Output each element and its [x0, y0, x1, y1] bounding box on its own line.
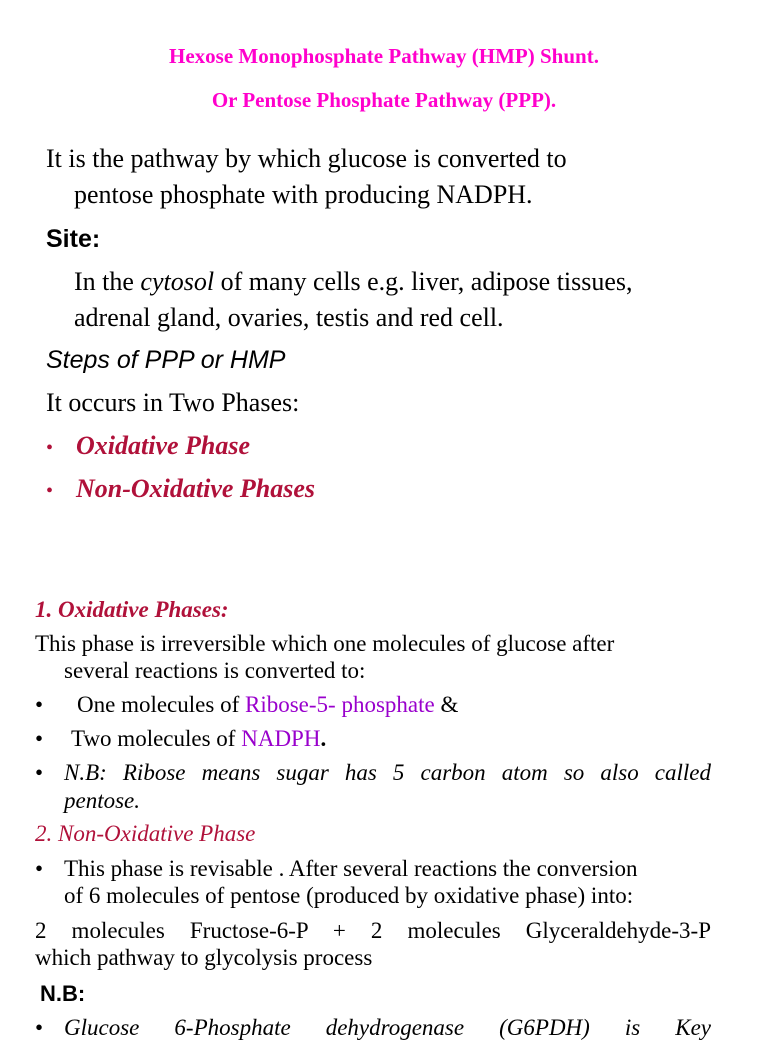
- phase-label: Non-Oxidative Phases: [76, 474, 316, 503]
- result-line-1: 2 molecules Fructose-6-P + 2 molecules Glyceraldehyde-3-P: [35, 918, 711, 943]
- item-2-post: .: [320, 726, 327, 751]
- intro-line-2: pentose phosphate with producing NADPH.: [74, 180, 533, 209]
- steps-heading: Steps of PPP or HMP: [46, 346, 286, 374]
- phase-label: Oxidative Phase: [76, 431, 251, 460]
- last-line: [35, 1014, 711, 1042]
- oxidative-para-line-2: several reactions is converted to:: [64, 658, 366, 683]
- bullet-icon: •: [46, 480, 54, 502]
- bullet-icon: •: [35, 1015, 44, 1040]
- non-oxidative-bullet-line-1: [35, 855, 638, 883]
- oxidative-item-2: [35, 725, 326, 753]
- bullet-text: This phase is revisable . After several reactions the conversion: [64, 856, 638, 881]
- oxidative-para-line-1: This phase is irreversible which one molecules of glucose after: [35, 631, 615, 656]
- nb-heading: N.B:: [40, 981, 86, 1006]
- bullet-icon: •: [35, 692, 44, 717]
- oxidative-nb-line-1: [35, 759, 711, 787]
- oxidative-heading: 1. Oxidative Phases:: [35, 597, 229, 622]
- site-heading: Site:: [46, 225, 101, 253]
- bullet-icon: •: [35, 760, 44, 785]
- site-cytosol: cytosol: [140, 267, 215, 296]
- title-line-2: Or Pentose Phosphate Pathway (PPP).: [211, 88, 557, 112]
- bullet-icon: •: [35, 726, 44, 751]
- bullet-icon: •: [46, 437, 54, 459]
- steps-occurs: It occurs in Two Phases:: [46, 388, 300, 417]
- title-line-1: Hexose Monophosphate Pathway (HMP) Shunt.: [169, 44, 599, 68]
- site-line-2: adrenal gland, ovaries, testis and red cell.: [74, 303, 504, 332]
- nb-text: N.B: Ribose means sugar has 5 carbon atom so also called: [64, 760, 711, 785]
- item-1-pre: One molecules of: [77, 692, 245, 717]
- nadph-highlight: NADPH: [241, 726, 321, 751]
- site-line-1-pre: In the: [74, 267, 141, 296]
- last-line-text: Glucose 6-Phosphate dehydrogenase (G6PDH) is Key: [64, 1015, 711, 1040]
- site-line-1: [74, 264, 633, 300]
- phase-item: [46, 471, 315, 509]
- bullet-icon: •: [35, 856, 44, 881]
- oxidative-nb-line-2: pentose.: [64, 788, 141, 813]
- phase-item: [46, 428, 250, 466]
- oxidative-item-1: [35, 691, 458, 719]
- site-line-1-post: of many cells e.g. liver, adipose tissues,: [214, 267, 633, 296]
- item-1-post: &: [434, 692, 459, 717]
- item-2-pre: Two molecules of: [71, 726, 242, 751]
- ribose-highlight: Ribose-5- phosphate: [244, 692, 435, 717]
- result-line-2: which pathway to glycolysis process: [35, 945, 373, 970]
- non-oxidative-heading: 2. Non-Oxidative Phase: [35, 821, 256, 846]
- non-oxidative-bullet-line-2: of 6 molecules of pentose (produced by oxidative phase) into:: [64, 883, 634, 908]
- intro-line-1: It is the pathway by which glucose is converted to: [46, 144, 567, 173]
